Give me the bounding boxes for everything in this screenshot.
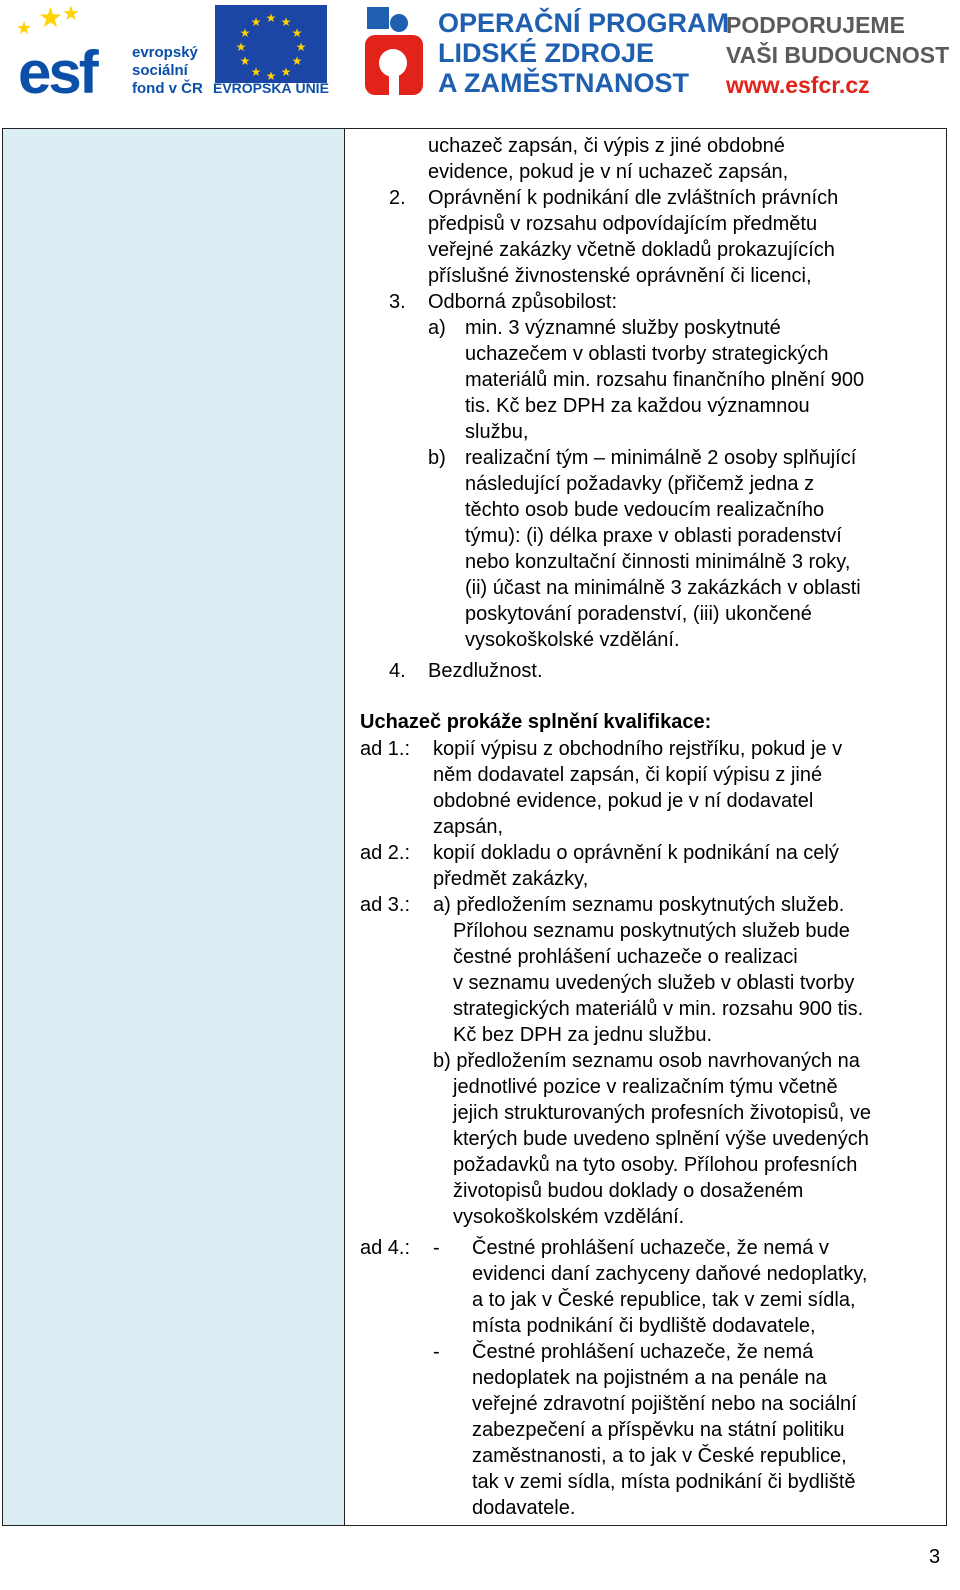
svg-text:★: ★ — [280, 65, 292, 79]
eu-caption: EVROPSKÁ UNIE — [213, 80, 329, 96]
proof-line: evidenci daní zachyceny daňové nedoplatky, — [472, 1263, 868, 1285]
program-title-line: OPERAČNÍ PROGRAM — [438, 8, 730, 38]
requirement-line: těchto osob bude vedoucím realizačního — [465, 499, 825, 521]
proof-line: vysokoškolském vzdělání. — [453, 1206, 685, 1228]
proof-line: čestné prohlášení uchazeče o realizaci — [453, 946, 798, 968]
svg-text:★: ★ — [295, 40, 307, 54]
proof-line: požadavků na tyto osoby. Přílohou profesních — [453, 1154, 858, 1176]
proof-line: dodavatele. — [472, 1497, 576, 1519]
proof-line: jednotlivé pozice v realizačním týmu včetně — [453, 1076, 838, 1098]
svg-text:★: ★ — [280, 15, 292, 29]
requirement-line: příslušné živnostenské oprávnění či licenci, — [428, 265, 812, 287]
star-icon: ★ — [38, 2, 64, 33]
program-title — [438, 8, 729, 98]
svg-text:★: ★ — [265, 69, 277, 83]
requirement-line: předpisů v rozsahu odpovídajícím předmětu — [428, 213, 818, 235]
esf-caption-line: evropský — [132, 44, 198, 61]
table-label-cell — [3, 129, 345, 1525]
proof-line: Kč bez DPH za jednu službu. — [453, 1024, 713, 1046]
proof-line: něm dodavatel zapsán, či kopií výpisu z jiné — [433, 764, 823, 786]
proof-line: a to jak v České republice, tak v zemi sídla, — [472, 1289, 856, 1311]
svg-text:★: ★ — [265, 11, 277, 25]
proof-line: kterých bude uvedeno splnění výše uvedených — [453, 1128, 869, 1150]
support-slogan — [726, 10, 949, 100]
proof-line: kopií výpisu z obchodního rejstříku, pokud je v — [433, 738, 843, 760]
esf-letters: esf — [18, 39, 96, 106]
eu-stars-circle — [215, 5, 327, 83]
page-number: 3 — [929, 1546, 941, 1568]
proof-line: Čestné prohlášení uchazeče, že nemá v — [472, 1237, 829, 1259]
requirement-line: materiálů min. rozsahu finančního plnění 900 — [465, 369, 865, 391]
proof-line: v seznamu uvedených služeb v oblasti tvorby — [453, 972, 855, 994]
proof-label: ad 4.: — [360, 1237, 411, 1259]
proof-line: nedoplatek na pojistném a na penále na — [472, 1367, 827, 1389]
requirement-line: realizační tým – minimálně 2 osoby splňující — [465, 447, 857, 469]
proof-label: ad 1.: — [360, 738, 411, 760]
svg-text:★: ★ — [239, 54, 251, 68]
requirement-line: službu, — [465, 421, 529, 443]
svg-text:★: ★ — [250, 65, 262, 79]
qualification-table — [2, 128, 947, 1526]
svg-text:★: ★ — [291, 54, 303, 68]
requirement-line: poskytování poradenství, (iii) ukončené — [465, 603, 812, 625]
text-line: uchazeč zapsán, či výpis z jiné obdobné — [428, 135, 785, 157]
requirement-line: min. 3 významné služby poskytnuté — [465, 317, 781, 339]
proof-line: místa podnikání či bydliště dodavatele, — [472, 1315, 816, 1337]
requirement-heading: Bezdlužnost. — [428, 660, 543, 682]
requirement-line: tis. Kč bez DPH za každou významnou — [465, 395, 810, 417]
proof-line: zaměstnanosti, a to jak v České republice, — [472, 1445, 847, 1467]
esf-caption — [132, 44, 203, 98]
proof-line: b) předložením seznamu osob navrhovaných na — [433, 1050, 860, 1072]
requirement-line: Oprávnění k podnikání dle zvláštních právních — [428, 187, 839, 209]
table-content-cell — [345, 129, 946, 1525]
proof-line: Přílohou seznamu poskytnutých služeb bude — [453, 920, 850, 942]
star-icon: ★ — [16, 18, 33, 38]
support-slogan-line: VAŠI BUDOUCNOST — [726, 42, 950, 68]
requirement-line: nebo konzultační činnosti minimálně 3 roky, — [465, 551, 851, 573]
proof-line: obdobné evidence, pokud je v ní dodavatel — [433, 790, 814, 812]
list-number: 3. — [389, 291, 406, 313]
list-dash: - — [433, 1237, 440, 1259]
proof-line: jejich strukturovaných profesních životopisů, ve — [453, 1102, 871, 1124]
proof-line: předmět zakázky, — [433, 868, 589, 890]
list-number: 4. — [389, 660, 406, 682]
list-number: 2. — [389, 187, 406, 209]
requirement-line: týmu): (i) délka praxe v oblasti poradenství — [465, 525, 842, 547]
sub-item-label: a) — [428, 317, 446, 339]
esf-caption-line: fond v ČR — [132, 80, 203, 97]
svg-text:★: ★ — [239, 26, 251, 40]
esf-caption-line: sociální — [132, 62, 188, 79]
proof-line: a) předložením seznamu poskytnutých služeb. — [433, 894, 845, 916]
program-title-line: A ZAMĚSTNANOST — [438, 68, 689, 98]
proof-line: Čestné prohlášení uchazeče, že nemá — [472, 1341, 814, 1363]
requirement-line: uchazečem v oblasti tvorby strategických — [465, 343, 829, 365]
sub-item-label: b) — [428, 447, 446, 469]
proof-line: zapsán, — [433, 816, 504, 838]
support-url-link[interactable]: www.esfcr.cz — [726, 72, 870, 98]
proof-label: ad 3.: — [360, 894, 411, 916]
op-puzzle-logo-icon — [363, 5, 429, 97]
eu-flag-icon — [215, 5, 327, 83]
requirement-line: evidence, pokud je v ní uchazeč zapsán, — [428, 161, 789, 183]
svg-text:★: ★ — [291, 26, 303, 40]
proof-line: veřejné zdravotní pojištění nebo na sociální — [472, 1393, 857, 1415]
list-dash: - — [433, 1341, 440, 1363]
program-title-line: LIDSKÉ ZDROJE — [438, 38, 655, 68]
requirement-line: veřejné zakázky včetně dokladů prokazujících — [428, 239, 835, 261]
proof-line: zabezpečení a příspěvku na státní politiku — [472, 1419, 845, 1441]
requirement-line: (ii) účast na minimálně 3 zakázkách v oblasti — [465, 577, 861, 599]
proof-line: životopisů budou doklady o dosaženém — [453, 1180, 804, 1202]
requirement-line: následující požadavky (přičemž jedna z — [465, 473, 815, 495]
proof-label: ad 2.: — [360, 842, 411, 864]
requirement-line — [428, 133, 931, 159]
svg-text:★: ★ — [235, 40, 247, 54]
proof-line: strategických materiálů v min. rozsahu 900 tis. — [453, 998, 864, 1020]
svg-text:★: ★ — [250, 15, 262, 29]
proof-line: kopií dokladu o oprávnění k podnikání na celý — [433, 842, 839, 864]
proof-line: tak v zemi sídla, místa podnikání či bydliště — [472, 1471, 856, 1493]
requirement-heading: Odborná způsobilost: — [428, 291, 618, 313]
header-banner — [0, 0, 960, 108]
requirement-line: vysokoškolské vzdělání. — [465, 629, 680, 651]
section-heading: Uchazeč prokáže splnění kvalifikace: — [360, 711, 712, 733]
star-icon: ★ — [62, 3, 80, 25]
support-slogan-line: PODPORUJEME — [726, 12, 905, 38]
